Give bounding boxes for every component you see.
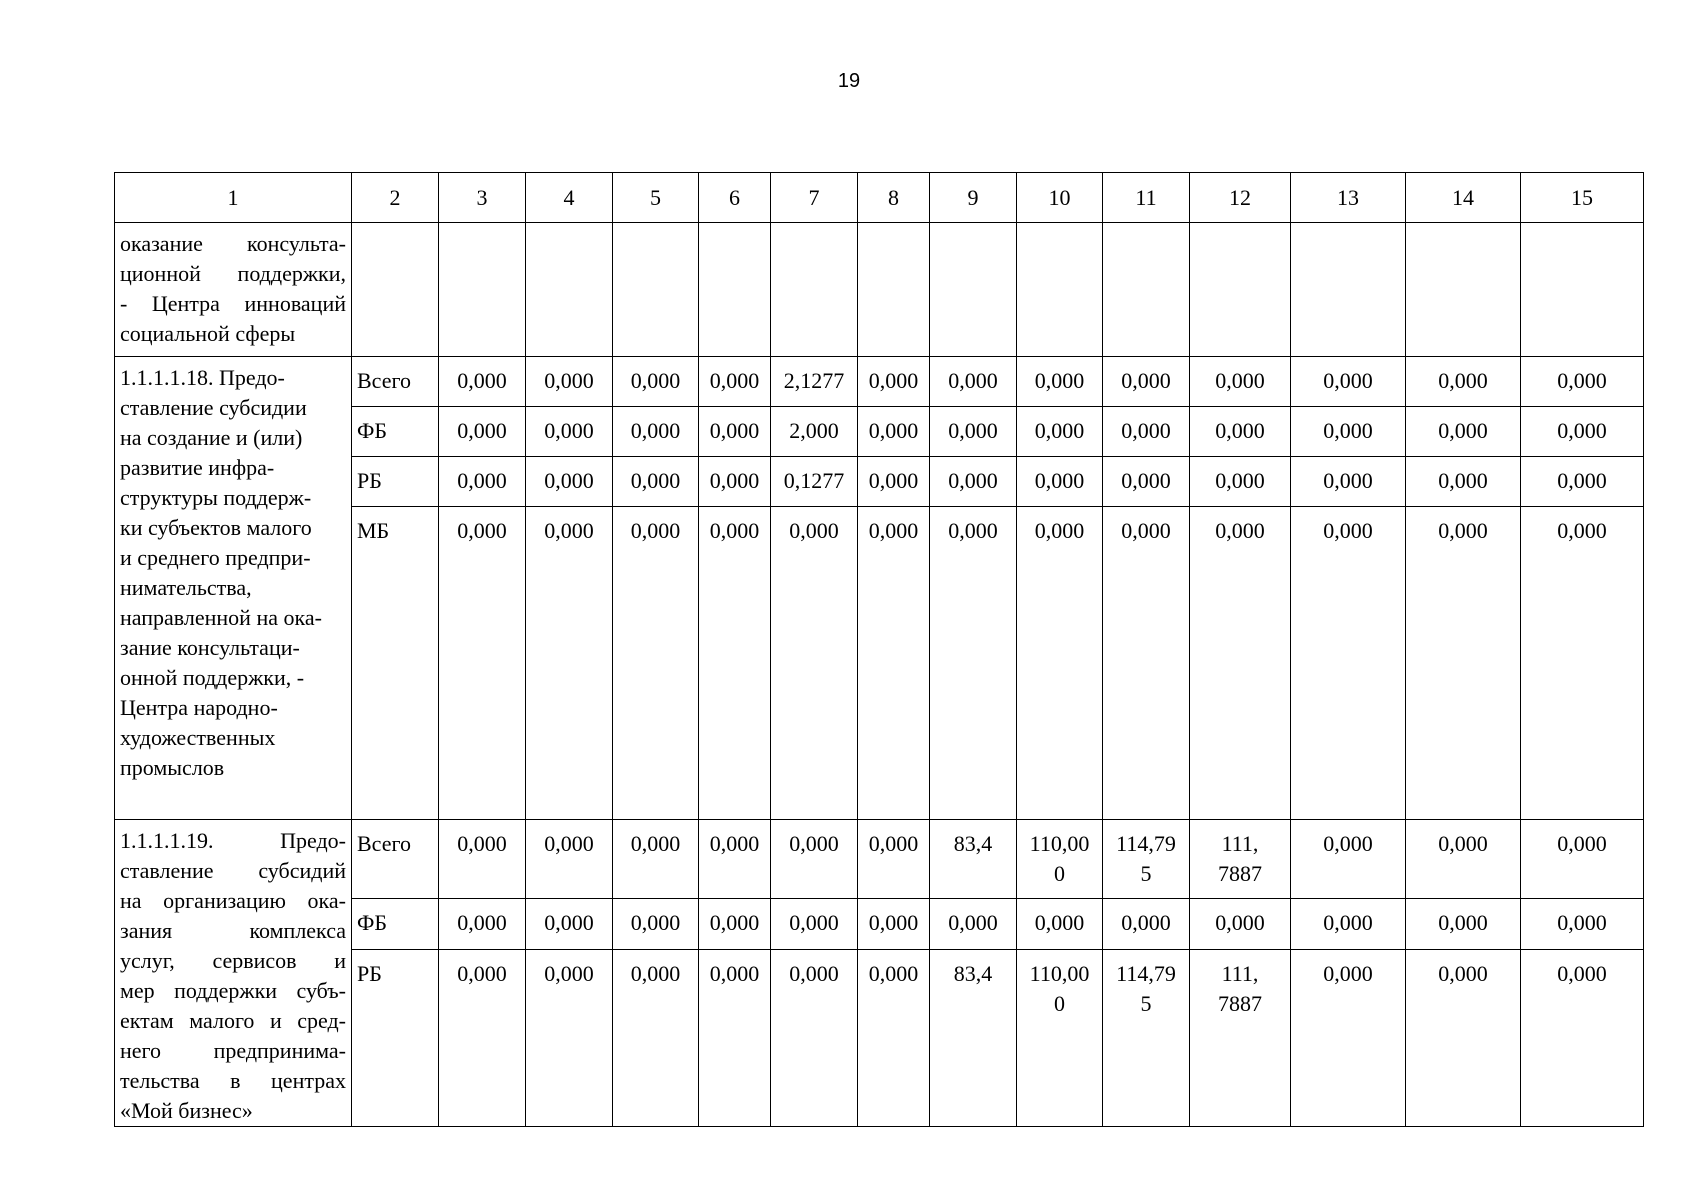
- value-part: 114,79: [1116, 961, 1176, 987]
- description-line: и среднего предпри-: [120, 545, 311, 570]
- value-cell: 0,000: [439, 457, 526, 507]
- value-cell: [771, 899, 858, 950]
- value-cell: [439, 950, 526, 1127]
- value-cell: 0,000: [1017, 407, 1103, 457]
- description-line: Центра народно-: [120, 695, 278, 720]
- page-number: 19: [837, 70, 861, 92]
- value-cell: [1017, 950, 1103, 1127]
- empty-cell: [1406, 223, 1521, 357]
- empty-cell: [930, 223, 1017, 357]
- value-cell: [858, 899, 930, 950]
- value-cell: 0,000: [699, 357, 771, 407]
- value-cell: [613, 899, 699, 950]
- value-cell: 0,000: [1406, 357, 1521, 407]
- value-part: 0,000: [630, 910, 681, 936]
- value-cell: 0,000: [1017, 357, 1103, 407]
- value-cell: [1291, 899, 1406, 950]
- value-part: 110,00: [1029, 831, 1090, 856]
- header-row: [115, 173, 1644, 223]
- column-header-8: 8: [858, 173, 930, 223]
- value-cell: [1190, 950, 1291, 1127]
- description-line: ставление субсидии: [120, 395, 307, 420]
- value-cell: 0,000: [1521, 457, 1644, 507]
- value-part: 5: [1140, 991, 1152, 1017]
- value-cell: 0,000: [1190, 507, 1291, 820]
- item-19-description: [115, 820, 352, 1127]
- description-line: «Мой бизнес»: [120, 1098, 253, 1123]
- description-line: 1.1.1.1.19. Предо-: [120, 828, 346, 853]
- value-cell: [1291, 950, 1406, 1127]
- value-cell: [526, 820, 613, 899]
- table-row: [115, 357, 1644, 407]
- value-part: 0,000: [1121, 910, 1171, 936]
- description-line: развитие инфра-: [120, 455, 275, 480]
- value-cell: 0,000: [858, 357, 930, 407]
- value-cell: 0,000: [526, 457, 613, 507]
- value-cell: [858, 820, 930, 899]
- description-line: него предпринима-: [120, 1038, 346, 1063]
- table-row: [115, 820, 1644, 899]
- value-cell: [1103, 820, 1190, 899]
- value-part: 0,000: [868, 961, 919, 987]
- value-cell: 0,000: [1291, 407, 1406, 457]
- funding-source: Всего: [352, 820, 439, 899]
- value-part: 0,000: [789, 910, 839, 936]
- value-cell: 0,000: [1521, 357, 1644, 407]
- empty-cell: [771, 223, 858, 357]
- value-cell: [613, 820, 699, 899]
- funding-source: РБ: [352, 950, 439, 1127]
- value-cell: [526, 950, 613, 1127]
- value-part: 0,000: [457, 831, 507, 856]
- description-line: услуг, сервисов и: [120, 948, 346, 973]
- column-header-9: 9: [930, 173, 1017, 223]
- description-line: зания комплекса: [120, 918, 346, 943]
- description-line: - Центра инноваций: [120, 291, 346, 316]
- value-cell: 0,000: [699, 457, 771, 507]
- value-cell: 0,000: [858, 457, 930, 507]
- value-part: 0,000: [544, 961, 594, 987]
- value-cell: 0,000: [613, 407, 699, 457]
- value-part: 0,000: [1323, 961, 1373, 987]
- value-cell: 0,000: [1190, 457, 1291, 507]
- value-cell: [1521, 820, 1644, 899]
- item-18-description: [115, 357, 352, 820]
- value-part: 83,4: [953, 831, 993, 856]
- description-line: 1.1.1.1.18. Предо-: [120, 365, 285, 390]
- continuation-row: [115, 223, 1644, 357]
- empty-cell: [858, 223, 930, 357]
- value-cell: 0,000: [526, 357, 613, 407]
- description-line: оказание консульта-: [120, 231, 346, 256]
- value-cell: [699, 820, 771, 899]
- empty-cell: [526, 223, 613, 357]
- value-cell: 0,000: [1017, 457, 1103, 507]
- value-cell: [1190, 820, 1291, 899]
- description-line: художественных: [120, 725, 276, 750]
- funding-source: МБ: [352, 507, 439, 820]
- value-part: 83,4: [953, 961, 993, 987]
- value-part: 0,000: [1323, 910, 1373, 936]
- description-line: промыслов: [120, 755, 225, 780]
- value-cell: 0,000: [771, 507, 858, 820]
- description-line: направленной на ока-: [120, 605, 322, 630]
- value-cell: 0,000: [930, 457, 1017, 507]
- value-cell: [1406, 899, 1521, 950]
- value-part: 0,000: [1034, 910, 1085, 936]
- value-cell: [1017, 899, 1103, 950]
- value-part: 111,: [1221, 831, 1259, 856]
- value-part: 0,000: [1323, 831, 1373, 856]
- value-cell: [699, 950, 771, 1127]
- value-cell: [1190, 899, 1291, 950]
- value-cell: [439, 899, 526, 950]
- value-cell: [930, 950, 1017, 1127]
- description-line: ектам малого и сред-: [120, 1008, 346, 1033]
- description-line: ки субъектов малого: [120, 515, 312, 540]
- value-cell: 0,000: [526, 407, 613, 457]
- value-cell: 2,000: [771, 407, 858, 457]
- description-line: тельства в центрах: [120, 1068, 346, 1093]
- value-cell: [1521, 950, 1644, 1127]
- funding-source: ФБ: [352, 407, 439, 457]
- column-header-4: 4: [526, 173, 613, 223]
- empty-cell: [1103, 223, 1190, 357]
- value-cell: 0,000: [1291, 457, 1406, 507]
- value-part: 0,000: [544, 910, 594, 936]
- empty-cell: [1521, 223, 1644, 357]
- value-cell: 0,000: [1190, 357, 1291, 407]
- column-header-13: 13: [1291, 173, 1406, 223]
- value-part: 0,000: [544, 831, 594, 856]
- funding-source: ФБ: [352, 899, 439, 950]
- column-header-6: 6: [699, 173, 771, 223]
- value-part: 0,000: [948, 910, 998, 936]
- value-cell: 0,000: [439, 507, 526, 820]
- funding-source: РБ: [352, 457, 439, 507]
- value-part: 0: [1054, 861, 1065, 886]
- value-cell: [1406, 820, 1521, 899]
- value-cell: [526, 899, 613, 950]
- value-part: 0,000: [457, 910, 507, 936]
- value-cell: 0,000: [613, 357, 699, 407]
- column-header-1: 1: [115, 173, 352, 223]
- value-part: 0,000: [709, 961, 760, 987]
- empty-cell: [1291, 223, 1406, 357]
- value-part: 7887: [1218, 991, 1262, 1017]
- value-cell: [613, 950, 699, 1127]
- value-part: 0,000: [1215, 910, 1265, 936]
- value-cell: 0,000: [439, 407, 526, 457]
- value-cell: [1103, 899, 1190, 950]
- value-part: 0,000: [457, 961, 507, 987]
- column-header-7: 7: [771, 173, 858, 223]
- value-cell: [930, 820, 1017, 899]
- empty-cell: [1190, 223, 1291, 357]
- value-part: 0,000: [789, 831, 839, 856]
- value-cell: [1521, 899, 1644, 950]
- column-header-14: 14: [1406, 173, 1521, 223]
- value-part: 110,00: [1029, 961, 1090, 987]
- value-cell: [1103, 950, 1190, 1127]
- value-cell: 0,000: [1521, 507, 1644, 820]
- value-cell: 0,000: [1521, 407, 1644, 457]
- value-cell: 0,000: [1017, 507, 1103, 820]
- empty-cell: [613, 223, 699, 357]
- value-part: 0,000: [709, 910, 760, 936]
- column-header-15: 15: [1521, 173, 1644, 223]
- description-line: нимательства,: [120, 575, 252, 600]
- column-header-12: 12: [1190, 173, 1291, 223]
- value-cell: [930, 899, 1017, 950]
- value-part: 7887: [1218, 861, 1262, 886]
- budget-table: [114, 172, 1644, 1127]
- empty-cell: [439, 223, 526, 357]
- value-cell: [699, 899, 771, 950]
- column-header-2: 2: [352, 173, 439, 223]
- value-part: 0,000: [1557, 961, 1607, 987]
- value-part: 111,: [1221, 961, 1259, 987]
- value-part: 0,000: [1557, 910, 1607, 936]
- value-part: 114,79: [1116, 831, 1176, 856]
- description-line: мер поддержки субъ-: [120, 978, 346, 1003]
- empty-cell: [1017, 223, 1103, 357]
- value-cell: [771, 950, 858, 1127]
- description-line: онной поддержки, -: [120, 665, 305, 690]
- value-cell: 2,1277: [771, 357, 858, 407]
- value-cell: 0,000: [1406, 407, 1521, 457]
- value-part: 0,000: [1438, 910, 1488, 936]
- description-line: ционной поддержки,: [120, 261, 346, 286]
- value-cell: 0,000: [1103, 457, 1190, 507]
- table-body: [115, 173, 1644, 1127]
- value-cell: 0,000: [1406, 507, 1521, 820]
- value-cell: 0,000: [1103, 507, 1190, 820]
- value-cell: [1406, 950, 1521, 1127]
- empty-cell: [699, 223, 771, 357]
- description-line: на создание и (или): [120, 425, 303, 450]
- value-cell: 0,000: [1406, 457, 1521, 507]
- description-line: социальной сферы: [120, 321, 296, 346]
- value-cell: [1017, 820, 1103, 899]
- value-cell: 0,000: [1103, 357, 1190, 407]
- value-part: 0,000: [868, 910, 919, 936]
- column-header-3: 3: [439, 173, 526, 223]
- value-cell: 0,000: [613, 457, 699, 507]
- funding-source: Всего: [352, 357, 439, 407]
- value-cell: 0,000: [1103, 407, 1190, 457]
- value-cell: 0,1277: [771, 457, 858, 507]
- value-part: 0,000: [1438, 831, 1488, 856]
- value-cell: 0,000: [439, 357, 526, 407]
- value-part: 0,000: [868, 831, 919, 856]
- continuation-description: [115, 223, 352, 357]
- value-cell: 0,000: [930, 507, 1017, 820]
- value-cell: 0,000: [1291, 357, 1406, 407]
- value-cell: 0,000: [526, 507, 613, 820]
- value-part: 5: [1140, 861, 1152, 886]
- value-cell: 0,000: [1190, 407, 1291, 457]
- value-part: 0,000: [1438, 961, 1488, 987]
- value-cell: 0,000: [930, 357, 1017, 407]
- value-cell: [771, 820, 858, 899]
- empty-cell: [352, 223, 439, 357]
- column-header-5: 5: [613, 173, 699, 223]
- value-cell: 0,000: [1291, 507, 1406, 820]
- description-line: на организацию ока-: [120, 888, 346, 913]
- description-line: ставление субсидий: [120, 858, 346, 883]
- value-cell: 0,000: [930, 407, 1017, 457]
- value-part: 0,000: [630, 961, 681, 987]
- value-part: 0,000: [789, 961, 839, 987]
- value-cell: 0,000: [699, 407, 771, 457]
- value-cell: [858, 950, 930, 1127]
- column-header-11: 11: [1103, 173, 1190, 223]
- value-part: 0,000: [709, 831, 760, 856]
- value-cell: 0,000: [699, 507, 771, 820]
- value-cell: 0,000: [858, 507, 930, 820]
- value-cell: [439, 820, 526, 899]
- value-part: 0,000: [1557, 831, 1607, 856]
- description-line: структуры поддерж-: [120, 485, 312, 510]
- value-cell: [1291, 820, 1406, 899]
- column-header-10: 10: [1017, 173, 1103, 223]
- value-cell: 0,000: [613, 507, 699, 820]
- value-cell: 0,000: [858, 407, 930, 457]
- description-line: зание консультаци-: [120, 635, 300, 660]
- value-part: 0: [1054, 991, 1065, 1017]
- value-part: 0,000: [630, 831, 681, 856]
